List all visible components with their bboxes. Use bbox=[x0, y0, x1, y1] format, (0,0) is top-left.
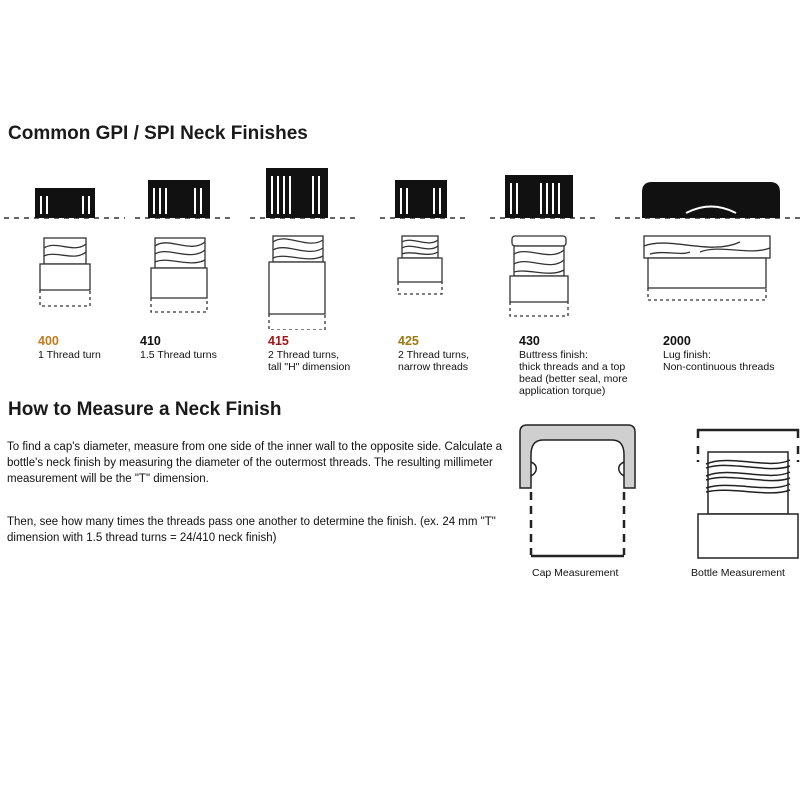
finish-code-400: 400 bbox=[38, 334, 59, 348]
section-title-measure: How to Measure a Neck Finish bbox=[8, 399, 282, 420]
finish-code-415: 415 bbox=[268, 334, 289, 348]
bottle-400-icon bbox=[40, 238, 90, 306]
cap-400-icon bbox=[35, 188, 95, 218]
finish-425-graphic bbox=[395, 180, 447, 294]
finish-2000 bbox=[663, 334, 775, 373]
bottle-415-icon bbox=[269, 236, 325, 330]
cap-425-icon bbox=[395, 180, 447, 218]
finish-430-graphic bbox=[505, 175, 573, 316]
measurement-diagram bbox=[510, 420, 800, 565]
finish-desc-line: 1 Thread turn bbox=[38, 349, 101, 361]
bottle-430-icon bbox=[510, 236, 568, 316]
finish-desc-line: thick threads and a top bbox=[519, 361, 626, 373]
finish-2000-graphic bbox=[642, 182, 780, 300]
finish-400-graphic bbox=[35, 188, 95, 306]
finish-code-2000: 2000 bbox=[663, 334, 691, 348]
finish-desc-line: Buttress finish: bbox=[519, 349, 588, 361]
bottle-measurement-caption: Bottle Measurement bbox=[691, 567, 785, 579]
finish-desc-line: 2 Thread turns, bbox=[268, 349, 340, 361]
finish-desc-line: 2 Thread turns, bbox=[398, 349, 470, 361]
finish-desc-line: Non-continuous threads bbox=[663, 361, 775, 373]
finish-425 bbox=[398, 334, 469, 373]
finish-desc-line: narrow threads bbox=[398, 361, 469, 373]
neck-finishes-diagram bbox=[0, 150, 800, 330]
section-title-neck-finishes: Common GPI / SPI Neck Finishes bbox=[8, 123, 308, 144]
finish-430 bbox=[519, 334, 628, 397]
bottle-425-icon bbox=[398, 236, 442, 294]
cap-cross-section-icon bbox=[520, 425, 635, 556]
finish-desc-line: application torque) bbox=[519, 385, 606, 397]
finish-code-425: 425 bbox=[398, 334, 419, 348]
finish-desc-line: Lug finish: bbox=[663, 349, 711, 361]
finish-desc-line: 1.5 Thread turns bbox=[140, 349, 217, 361]
cap-415-icon bbox=[266, 168, 328, 218]
finish-410-graphic bbox=[148, 180, 210, 312]
measure-paragraph-1: To find a cap's diameter, measure from one side of the inner wall to the opposite side. Calculate a bottle's neck finish by measuring the diameter of the outermost threads. The resulting millimeter measurement will be the "T" dimension. bbox=[7, 441, 503, 485]
finish-410 bbox=[140, 334, 217, 361]
finish-415-graphic bbox=[266, 168, 328, 330]
finish-400 bbox=[38, 334, 101, 361]
bottle-410-icon bbox=[151, 238, 207, 312]
finish-desc-line: bead (better seal, more bbox=[519, 373, 628, 385]
cap-2000-icon bbox=[642, 182, 780, 218]
finish-415 bbox=[268, 334, 350, 373]
bottle-measurement-icon bbox=[698, 430, 798, 558]
cap-measurement-caption: Cap Measurement bbox=[532, 567, 619, 579]
cap-430-icon bbox=[505, 175, 573, 218]
finish-desc-line: tall "H" dimension bbox=[268, 361, 351, 373]
measure-paragraph-2: Then, see how many times the threads pass one another to determine the finish. (ex. 24 mm "T" dimension with 1.5 thread turns = 24/410 neck finish) bbox=[7, 516, 496, 544]
bottle-2000-icon bbox=[644, 236, 770, 300]
finish-code-410: 410 bbox=[140, 334, 161, 348]
finish-code-430: 430 bbox=[519, 334, 540, 348]
cap-410-icon bbox=[148, 180, 210, 218]
